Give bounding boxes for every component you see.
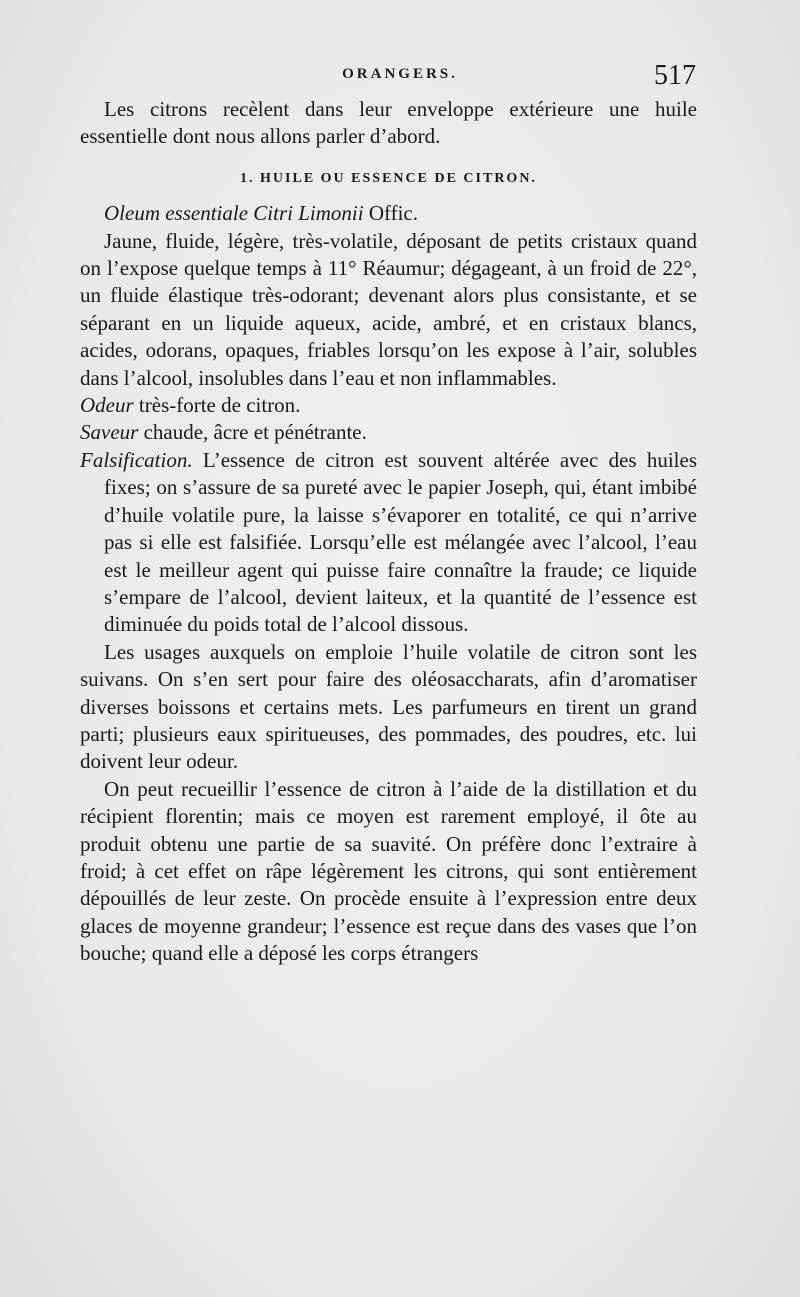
section-title: 1. HUILE OU ESSENCE DE CITRON.: [240, 170, 537, 186]
saveur-text: chaude, âcre et pénétrante.: [143, 420, 367, 445]
running-head: ORANGERS.: [342, 66, 458, 82]
saveur-label: Saveur: [80, 420, 139, 445]
page-body: [80, 96, 697, 968]
odeur-paragraph: [80, 392, 697, 419]
usages-paragraph: Les usages auxquels on emploie l’huile volatile de citron sont les suivans. On s’en sert pour faire des oléosaccharats, afin d’aromatiser diverses boissons et certains mets. Les parfumeurs en tirent un grand parti; plusieurs eaux spiritueuses, des pommades, des poudres, etc. lui doivent leur odeur.: [80, 639, 697, 774]
saveur-paragraph: [80, 419, 697, 446]
page-header: [0, 60, 800, 90]
intro-paragraph: Les citrons recèlent dans leur enveloppe extérieure une huile essentielle dont nous allons parler d’abord.: [80, 97, 697, 149]
latin-name: Oleum essentiale Citri Limonii: [104, 201, 364, 226]
falsification-paragraph: [80, 447, 697, 639]
extraction-paragraph: On peut recueillir l’essence de citron à l’aide de la distillation et du récipient florentin; mais ce moyen est rarement employé, il ôte au produit obtenu une partie de sa suavité. On préfère donc l’extraire à froid; à cet effet on râpe légèrement les citrons, qui sont entièrement dépouillés de leur zeste. On procède ensuite à l’expression entre deux glaces de moyenne grandeur; l’essence est reçue dans des vases que l’on bouche; quand elle a déposé les corps étrangers: [80, 776, 697, 966]
falsification-label: Falsification.: [80, 447, 193, 472]
latin-name-line: [80, 200, 697, 227]
odeur-label: Odeur: [80, 393, 134, 418]
odeur-text: très-forte de citron.: [138, 393, 301, 418]
page-number: 517: [654, 60, 696, 91]
description-paragraph: Jaune, fluide, légère, très-volatile, déposant de petits cristaux quand on l’expose quelque temps à 11° Réaumur; dégageant, à un froid de 22°, un fluide élastique très-odorant; devenant alors plus consistante, et se séparant en un liquide aqueux, acide, ambré, et en cristaux blancs, acides, odorans, opaques, friables lorsqu’on les expose à l’air, solubles dans l’alcool, insolubles dans l’eau et non inflammables.: [80, 228, 697, 390]
latin-suffix: Offic.: [368, 201, 419, 226]
falsification-text: L’essence de citron est souvent altérée avec des huiles fixes; on s’assure de sa pureté avec le papier Joseph, qui, étant imbibé d’huile volatile pure, la laisse s’évaporer en totalité, ce qui n’arrive pas si elle est falsifiée. Lorsqu’elle est mélangée avec l’alcool, l’eau est le meilleur agent qui puisse faire connaître la fraude; ce liquide s’empare de l’alcool, devient laiteux, et la quantité de l’essence est diminuée du poids total de l’alcool dissous.: [104, 447, 697, 637]
